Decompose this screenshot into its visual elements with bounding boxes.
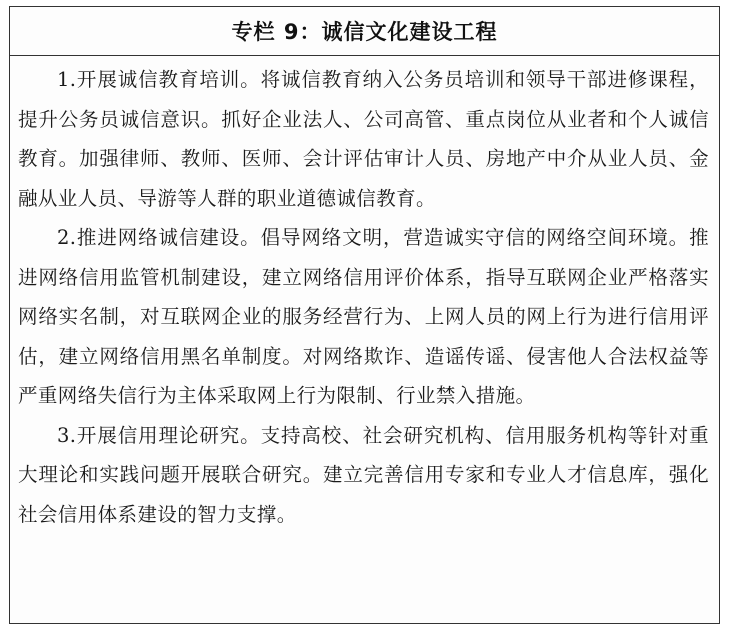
box-content xyxy=(10,56,719,534)
paragraph-network-credit: 2.推进网络诚信建设。倡导网络文明，营造诚实守信的网络空间环境。推进网络信用监管机制建设，建立网络信用评价体系，指导互联网企业严格落实网络实名制，对互联网企业的服务经营行为、上网人员的网上行为进行信用评估，建立网络信用黑名单制度。对网络欺诈、造谣传谣、侵害他人合法权益等严重网络失信行为主体采取网上行为限制、行业禁入措施。 xyxy=(18,226,709,407)
column-box xyxy=(9,6,720,624)
paragraph-training: 1.开展诚信教育培训。将诚信教育纳入公务员培训和领导干部进修课程，提升公务员诚信意识。抓好企业法人、公司高管、重点岗位从业者和个人诚信教育。加强律师、教师、医师、会计评估审计人员、房地产中介从业人员、金融从业人员、导游等人群的职业道德诚信教育。 xyxy=(18,68,709,210)
paragraph-theory-research: 3.开展信用理论研究。支持高校、社会研究机构、信用服务机构等针对重大理论和实践问题开展联合研究。建立完善信用专家和专业人才信息库，强化社会信用体系建设的智力支撑。 xyxy=(18,423,709,526)
box-title: 专栏 9：诚信文化建设工程 xyxy=(10,7,719,56)
